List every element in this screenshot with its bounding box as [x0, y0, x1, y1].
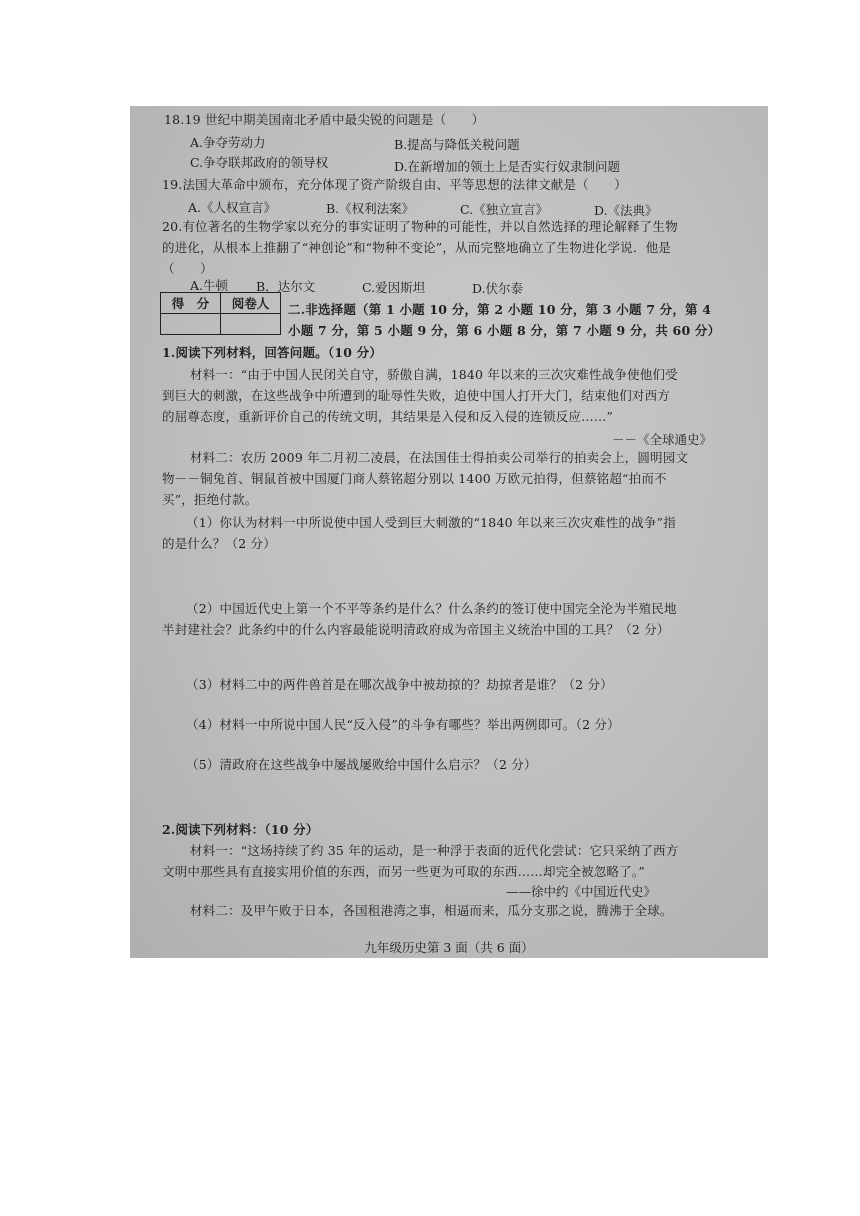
- q20-option-a: A.牛顿: [190, 278, 229, 293]
- p2-m1-line-1: 材料一：“这场持续了约 35 年的运动，是一种浮于表面的近代化尝试：它只采纳了西方: [190, 843, 679, 858]
- p1-m2-line-3: 买”，拒绝付款。: [162, 492, 258, 507]
- q19-option-b: B.《权利法案》: [326, 201, 415, 216]
- p1-q5: （5）清政府在这些战争中屡战屡败给中国什么启示？（2 分）: [186, 757, 537, 772]
- p1-m1-line-1: 材料一：“由于中国人民闭关自守，骄傲自满，1840 年以来的三次灾难性战争使他们受: [190, 367, 678, 382]
- q18-option-b: B.提高与降低关税问题: [394, 137, 520, 152]
- page-footer: 九年级历史第 3 面（共 6 面）: [364, 940, 534, 955]
- p1-q1-line-1: （1）你认为材料一中所说使中国人受到巨大刺激的“1840 年以来三次灾难性的战争”指: [186, 515, 676, 530]
- q20-option-b: B．达尔文: [256, 279, 316, 294]
- p1-m2-line-2: 物－－铜兔首、铜鼠首被中国厦门商人蔡铭超分别以 1400 万欧元拍得，但蔡铭超“拍而不: [162, 471, 667, 486]
- q19-option-c: C.《独立宣言》: [460, 202, 549, 217]
- p1-m1-line-2: 到巨大的刺激，在这些战争中所遭到的耻辱性失败，迫使中国人打开大门，结束他们对西方: [162, 388, 671, 403]
- score-cell[interactable]: [161, 314, 221, 335]
- p2-m1-line-2: 文明中那些具有直接实用价值的东西，而另一些更为可取的东西……却完全被忽略了。”: [162, 864, 645, 879]
- p1-q2-line-1: （2）中国近代史上第一个不平等条约是什么？什么条约的签订使中国完全沦为半殖民地: [186, 601, 677, 616]
- exam-page: [130, 106, 768, 958]
- p1-m2-line-1: 材料二：农历 2009 年二月初二凌晨，在法国佳士得拍卖公司举行的拍卖会上，圆明园文: [190, 450, 689, 465]
- score-table: [160, 292, 281, 335]
- p1-q2-line-2: 半封建社会？此条约中的什么内容最能说明清政府成为帝国主义统治中国的工具？（2 分）: [162, 622, 670, 637]
- p1-q4: （4）材料一中所说中国人民“反入侵”的斗争有哪些？举出两例即可。（2 分）: [186, 717, 620, 732]
- score-label: 得 分: [161, 293, 221, 314]
- q19-option-d: D.《法典》: [594, 203, 658, 218]
- grader-cell[interactable]: [221, 314, 281, 335]
- q18-option-d: D.在新增加的领土上是否实行奴隶制问题: [394, 159, 621, 174]
- q20-option-c: C.爱因斯坦: [362, 280, 426, 295]
- q18-option-a: A.争夺劳动力: [190, 135, 266, 150]
- q19-stem: 19.法国大革命中颁布，充分体现了资产阶级自由、平等思想的法律文献是（ ）: [162, 177, 627, 192]
- grader-label: 阅卷人: [221, 293, 281, 314]
- q18-option-c: C.争夺联邦政府的领导权: [190, 155, 329, 170]
- p1-m1-source: －－《全球通史》: [612, 432, 713, 447]
- p1-heading: 1.阅读下列材料，回答问题。（10 分）: [162, 345, 383, 360]
- q20-line-1: 20.有位著名的生物学家以充分的事实证明了物种的可能性，并以自然选择的理论解释了生物: [162, 219, 678, 234]
- p1-q3: （3）材料二中的两件兽首是在哪次战争中被劫掠的？劫掠者是谁？（2 分）: [186, 677, 613, 692]
- p2-heading: 2.阅读下列材料：（10 分）: [162, 822, 319, 837]
- q18-stem: 18.19 世纪中期美国南北矛盾中最尖锐的问题是（ ）: [164, 112, 485, 127]
- q20-line-2: 的进化，从根本上推翻了“神创论”和“物种不变论”，从而完整地确立了生物进化学说．他是: [162, 240, 671, 255]
- section2-line-1: 二.非选择题（第 1 小题 10 分，第 2 小题 10 分，第 3 小题 7 分，第 4: [288, 302, 712, 317]
- p1-m1-line-3: 的屈尊态度，重新评价自己的传统文明，其结果是入侵和反入侵的连锁反应……”: [162, 409, 614, 424]
- section2-line-2: 小题 7 分，第 5 小题 9 分，第 6 小题 8 分，第 7 小题 9 分，共 60 分）: [288, 323, 721, 338]
- q20-option-d: D.伏尔泰: [472, 281, 524, 296]
- p2-m1-source: ——徐中约《中国近代史》: [506, 884, 657, 899]
- p2-m2: 材料二：及甲午败于日本，各国租港湾之事，相逼而来，瓜分支那之说，腾沸于全球。: [190, 903, 673, 918]
- p1-q1-line-2: 的是什么？（2 分）: [162, 536, 276, 551]
- q19-option-a: A.《人权宣言》: [188, 200, 277, 215]
- q20-line-3: （ ）: [162, 261, 213, 276]
